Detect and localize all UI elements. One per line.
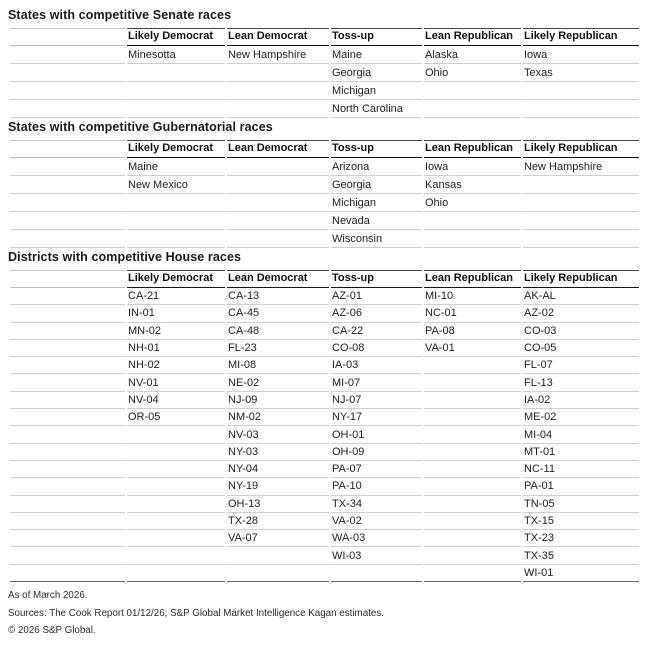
race-cell bbox=[227, 194, 329, 212]
row-stub-cell bbox=[10, 100, 125, 118]
race-cell: NC-01 bbox=[424, 305, 521, 322]
race-cell: OH-13 bbox=[227, 496, 329, 513]
stub-header-cell bbox=[10, 28, 125, 46]
row-stub-cell bbox=[10, 530, 125, 547]
race-cell bbox=[127, 513, 225, 530]
row-stub-cell bbox=[10, 82, 125, 100]
race-cell bbox=[127, 547, 225, 564]
race-cell: TX-34 bbox=[331, 496, 422, 513]
race-cell: NV-04 bbox=[127, 392, 225, 409]
race-cell: TX-15 bbox=[523, 513, 639, 530]
footnote-copyright: © 2026 S&P Global. bbox=[8, 625, 96, 637]
race-cell: OH-01 bbox=[331, 426, 422, 443]
race-cell bbox=[424, 426, 521, 443]
race-cell: Ohio bbox=[424, 194, 521, 212]
race-cell bbox=[424, 478, 521, 495]
race-cell: Wisconsin bbox=[331, 230, 422, 248]
race-cell bbox=[424, 357, 521, 374]
race-table bbox=[8, 140, 641, 248]
footnote-as-of: As of March 2026. bbox=[8, 590, 88, 602]
race-cell bbox=[127, 212, 225, 230]
column-header: Lean Republican bbox=[424, 28, 521, 46]
table-row bbox=[10, 530, 639, 547]
race-cell: CO-08 bbox=[331, 340, 422, 357]
race-cell bbox=[227, 176, 329, 194]
race-cell bbox=[227, 100, 329, 118]
race-cell bbox=[127, 565, 225, 582]
table-row bbox=[10, 82, 639, 100]
section-title: States with competitive Gubernatorial races bbox=[8, 120, 273, 134]
section-senate bbox=[8, 8, 641, 118]
table-row bbox=[10, 478, 639, 495]
table-row bbox=[10, 230, 639, 248]
race-cell: NY-17 bbox=[331, 409, 422, 426]
column-header: Likely Republican bbox=[523, 28, 639, 46]
column-header: Likely Democrat bbox=[127, 140, 225, 158]
race-cell: MT-01 bbox=[523, 444, 639, 461]
row-stub-cell bbox=[10, 323, 125, 340]
race-cell: Michigan bbox=[331, 82, 422, 100]
column-header: Toss-up bbox=[331, 140, 422, 158]
table-row bbox=[10, 158, 639, 176]
row-stub-cell bbox=[10, 444, 125, 461]
header-row bbox=[10, 270, 639, 288]
race-cell: ME-02 bbox=[523, 409, 639, 426]
race-cell bbox=[127, 478, 225, 495]
race-cell: TX-23 bbox=[523, 530, 639, 547]
race-cell bbox=[127, 530, 225, 547]
column-header: Lean Democrat bbox=[227, 28, 329, 46]
row-stub-cell bbox=[10, 194, 125, 212]
race-cell: CA-22 bbox=[331, 323, 422, 340]
race-cell: CO-03 bbox=[523, 323, 639, 340]
race-cell bbox=[127, 230, 225, 248]
column-header: Lean Democrat bbox=[227, 140, 329, 158]
race-cell bbox=[227, 547, 329, 564]
race-cell: FL-23 bbox=[227, 340, 329, 357]
race-cell: TX-35 bbox=[523, 547, 639, 564]
race-cell bbox=[424, 444, 521, 461]
race-cell bbox=[424, 374, 521, 391]
race-table bbox=[8, 270, 641, 582]
table-row bbox=[10, 426, 639, 443]
race-cell: Maine bbox=[331, 46, 422, 64]
race-cell bbox=[424, 409, 521, 426]
race-cell: Georgia bbox=[331, 64, 422, 82]
race-cell: PA-01 bbox=[523, 478, 639, 495]
race-cell bbox=[127, 100, 225, 118]
sections-container bbox=[8, 8, 641, 582]
race-cell bbox=[523, 230, 639, 248]
race-cell: Kansas bbox=[424, 176, 521, 194]
column-header: Lean Democrat bbox=[227, 270, 329, 288]
column-header: Likely Democrat bbox=[127, 270, 225, 288]
row-stub-cell bbox=[10, 230, 125, 248]
row-stub-cell bbox=[10, 212, 125, 230]
race-cell: NJ-07 bbox=[331, 392, 422, 409]
row-stub-cell bbox=[10, 374, 125, 391]
race-cell: WA-03 bbox=[331, 530, 422, 547]
row-stub-cell bbox=[10, 340, 125, 357]
race-cell: Arizona bbox=[331, 158, 422, 176]
race-cell bbox=[424, 496, 521, 513]
race-cell: NH-01 bbox=[127, 340, 225, 357]
race-cell bbox=[523, 100, 639, 118]
race-cell: Ohio bbox=[424, 64, 521, 82]
footnotes bbox=[8, 587, 641, 640]
race-cell bbox=[331, 565, 422, 582]
row-stub-cell bbox=[10, 392, 125, 409]
race-cell: OH-09 bbox=[331, 444, 422, 461]
race-cell: MI-04 bbox=[523, 426, 639, 443]
table-row bbox=[10, 392, 639, 409]
table-row bbox=[10, 409, 639, 426]
table-row bbox=[10, 212, 639, 230]
race-cell: WI-01 bbox=[523, 565, 639, 582]
race-cell: NV-01 bbox=[127, 374, 225, 391]
race-cell: AZ-02 bbox=[523, 305, 639, 322]
race-cell: North Carolina bbox=[331, 100, 422, 118]
table-row bbox=[10, 547, 639, 564]
row-stub-cell bbox=[10, 176, 125, 194]
race-cell bbox=[227, 212, 329, 230]
race-cell: Iowa bbox=[424, 158, 521, 176]
table-row bbox=[10, 64, 639, 82]
race-cell: Texas bbox=[523, 64, 639, 82]
table-row bbox=[10, 444, 639, 461]
race-cell bbox=[424, 82, 521, 100]
race-cell: PA-10 bbox=[331, 478, 422, 495]
column-header: Likely Democrat bbox=[127, 28, 225, 46]
race-cell: NC-11 bbox=[523, 461, 639, 478]
race-cell: Minesotta bbox=[127, 46, 225, 64]
row-stub-cell bbox=[10, 409, 125, 426]
row-stub-cell bbox=[10, 461, 125, 478]
race-cell: NY-04 bbox=[227, 461, 329, 478]
race-cell: FL-07 bbox=[523, 357, 639, 374]
race-cell bbox=[227, 158, 329, 176]
table-row bbox=[10, 565, 639, 582]
column-header: Lean Republican bbox=[424, 270, 521, 288]
race-cell: AZ-01 bbox=[331, 288, 422, 305]
race-cell: Maine bbox=[127, 158, 225, 176]
race-cell bbox=[424, 547, 521, 564]
table-row bbox=[10, 496, 639, 513]
section-title: Districts with competitive House races bbox=[8, 250, 242, 264]
race-cell: OR-05 bbox=[127, 409, 225, 426]
row-stub-cell bbox=[10, 565, 125, 582]
race-cell bbox=[523, 194, 639, 212]
race-cell bbox=[523, 212, 639, 230]
table-row bbox=[10, 374, 639, 391]
race-cell: CA-45 bbox=[227, 305, 329, 322]
row-stub-cell bbox=[10, 496, 125, 513]
race-cell: AZ-06 bbox=[331, 305, 422, 322]
race-cell bbox=[523, 82, 639, 100]
table-row bbox=[10, 46, 639, 64]
section-title: States with competitive Senate races bbox=[8, 8, 232, 22]
race-cell: IA-03 bbox=[331, 357, 422, 374]
stub-header-cell bbox=[10, 270, 125, 288]
race-cell bbox=[127, 82, 225, 100]
race-cell bbox=[127, 194, 225, 212]
race-cell: VA-01 bbox=[424, 340, 521, 357]
race-cell: IN-01 bbox=[127, 305, 225, 322]
race-cell: TN-05 bbox=[523, 496, 639, 513]
stub-header-cell bbox=[10, 140, 125, 158]
row-stub-cell bbox=[10, 288, 125, 305]
race-cell bbox=[424, 530, 521, 547]
section-gubernatorial bbox=[8, 120, 641, 248]
table-row bbox=[10, 513, 639, 530]
race-cell: New Mexico bbox=[127, 176, 225, 194]
race-cell bbox=[227, 64, 329, 82]
table-row bbox=[10, 323, 639, 340]
race-cell bbox=[127, 461, 225, 478]
race-cell bbox=[227, 230, 329, 248]
table-row bbox=[10, 176, 639, 194]
race-cell bbox=[227, 565, 329, 582]
race-cell bbox=[127, 444, 225, 461]
table-row bbox=[10, 357, 639, 374]
race-cell: VA-02 bbox=[331, 513, 422, 530]
race-table bbox=[8, 28, 641, 118]
race-cell: CO-05 bbox=[523, 340, 639, 357]
race-cell: CA-21 bbox=[127, 288, 225, 305]
race-cell: PA-07 bbox=[331, 461, 422, 478]
race-cell: NH-02 bbox=[127, 357, 225, 374]
section-house bbox=[8, 250, 641, 582]
race-cell bbox=[523, 176, 639, 194]
race-cell: MI-10 bbox=[424, 288, 521, 305]
race-cell: NY-03 bbox=[227, 444, 329, 461]
header-row bbox=[10, 28, 639, 46]
race-cell: AK-AL bbox=[523, 288, 639, 305]
race-cell: NJ-09 bbox=[227, 392, 329, 409]
table-row bbox=[10, 100, 639, 118]
row-stub-cell bbox=[10, 357, 125, 374]
race-cell: NM-02 bbox=[227, 409, 329, 426]
table-row bbox=[10, 305, 639, 322]
table-row bbox=[10, 461, 639, 478]
row-stub-cell bbox=[10, 158, 125, 176]
column-header: Lean Republican bbox=[424, 140, 521, 158]
race-cell bbox=[127, 426, 225, 443]
race-cell: Georgia bbox=[331, 176, 422, 194]
header-row bbox=[10, 140, 639, 158]
table-row bbox=[10, 194, 639, 212]
race-cell: FL-13 bbox=[523, 374, 639, 391]
race-cell: CA-13 bbox=[227, 288, 329, 305]
row-stub-cell bbox=[10, 46, 125, 64]
race-cell bbox=[127, 496, 225, 513]
race-cell bbox=[424, 461, 521, 478]
table-row bbox=[10, 288, 639, 305]
race-cell: TX-28 bbox=[227, 513, 329, 530]
race-cell: MI-07 bbox=[331, 374, 422, 391]
race-cell: MI-08 bbox=[227, 357, 329, 374]
race-cell bbox=[424, 212, 521, 230]
race-cell: NV-03 bbox=[227, 426, 329, 443]
race-cell: WI-03 bbox=[331, 547, 422, 564]
race-cell: CA-48 bbox=[227, 323, 329, 340]
race-cell bbox=[424, 230, 521, 248]
row-stub-cell bbox=[10, 513, 125, 530]
race-cell: Nevada bbox=[331, 212, 422, 230]
race-cell bbox=[424, 392, 521, 409]
footnote-sources: Sources: The Cook Report 01/12/26; S&P Global Market Intelligence Kagan estimates. bbox=[8, 607, 384, 619]
row-stub-cell bbox=[10, 64, 125, 82]
race-cell bbox=[424, 100, 521, 118]
race-cell: VA-07 bbox=[227, 530, 329, 547]
row-stub-cell bbox=[10, 305, 125, 322]
race-cell bbox=[127, 64, 225, 82]
race-cell bbox=[424, 565, 521, 582]
race-cell: NY-19 bbox=[227, 478, 329, 495]
race-cell: NE-02 bbox=[227, 374, 329, 391]
race-cell: IA-02 bbox=[523, 392, 639, 409]
column-header: Toss-up bbox=[331, 270, 422, 288]
row-stub-cell bbox=[10, 547, 125, 564]
column-header: Likely Republican bbox=[523, 140, 639, 158]
race-cell: PA-08 bbox=[424, 323, 521, 340]
race-cell: MN-02 bbox=[127, 323, 225, 340]
race-cell: New Hampshire bbox=[523, 158, 639, 176]
table-row bbox=[10, 340, 639, 357]
race-cell: New Hampshire bbox=[227, 46, 329, 64]
column-header: Toss-up bbox=[331, 28, 422, 46]
race-cell bbox=[227, 82, 329, 100]
race-cell bbox=[424, 513, 521, 530]
row-stub-cell bbox=[10, 426, 125, 443]
row-stub-cell bbox=[10, 478, 125, 495]
column-header: Likely Republican bbox=[523, 270, 639, 288]
race-cell: Michigan bbox=[331, 194, 422, 212]
race-cell: Alaska bbox=[424, 46, 521, 64]
race-cell: Iowa bbox=[523, 46, 639, 64]
